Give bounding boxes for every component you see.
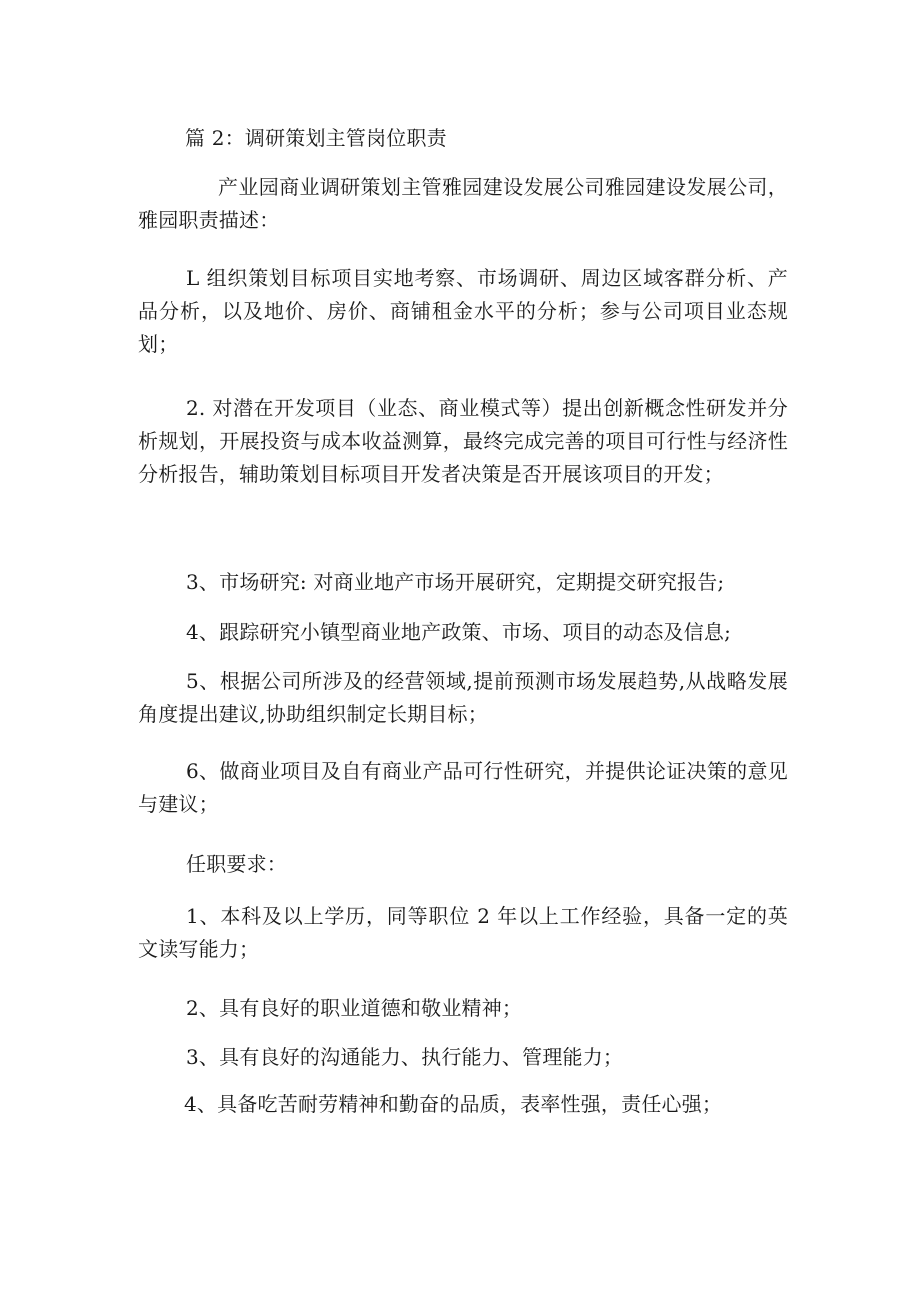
requirement-item-3: 3、具有良好的沟通能力、执行能力、管理能力； [186,1045,624,1069]
duty-item-5: 5、根据公司所涉及的经营领域,提前预测市场发展趋势,从战略发展角度提出建议,协助组织制定长期目标； [138,669,788,726]
requirement-item-1: 1、本科及以上学历，同等职位 2 年以上工作经验，具备一定的英文读写能力； [138,904,788,961]
requirements-heading: 任职要求： [186,852,287,876]
duty-item-2: 2. 对潜在开发项目（业态、商业模式等）提出创新概念性研发并分析规划，开展投资与成本收益测算，最终完成完善的项目可行性与经济性分析报告，辅助策划目标项目开发者决策是否开展该项目的开发； [138,396,788,486]
duty-item-6: 6、做商业项目及自有商业产品可行性研究，并提供论证决策的意见与建议； [138,759,788,816]
duty-item-3: 3、市场研究: 对商业地产市场开展研究，定期提交研究报告; [186,570,725,594]
requirement-item-2: 2、具有良好的职业道德和敬业精神； [186,996,523,1020]
duty-item-4: 4、跟踪研究小镇型商业地产政策、市场、项目的动态及信息; [186,620,732,644]
intro-paragraph: 产业园商业调研策划主管雅园建设发展公司雅园建设发展公司，雅园职责描述： [138,175,788,232]
requirement-item-4: 4、具备吃苦耐劳精神和勤奋的品质，表率性强，责任心强； [184,1092,723,1116]
duty-item-1: L 组织策划目标项目实地考察、市场调研、周边区域客群分析、产品分析，以及地价、房价、商铺租金水平的分析；参与公司项目业态规划； [138,266,788,356]
section-title: 篇 2：调研策划主管岗位职责 [185,126,447,150]
